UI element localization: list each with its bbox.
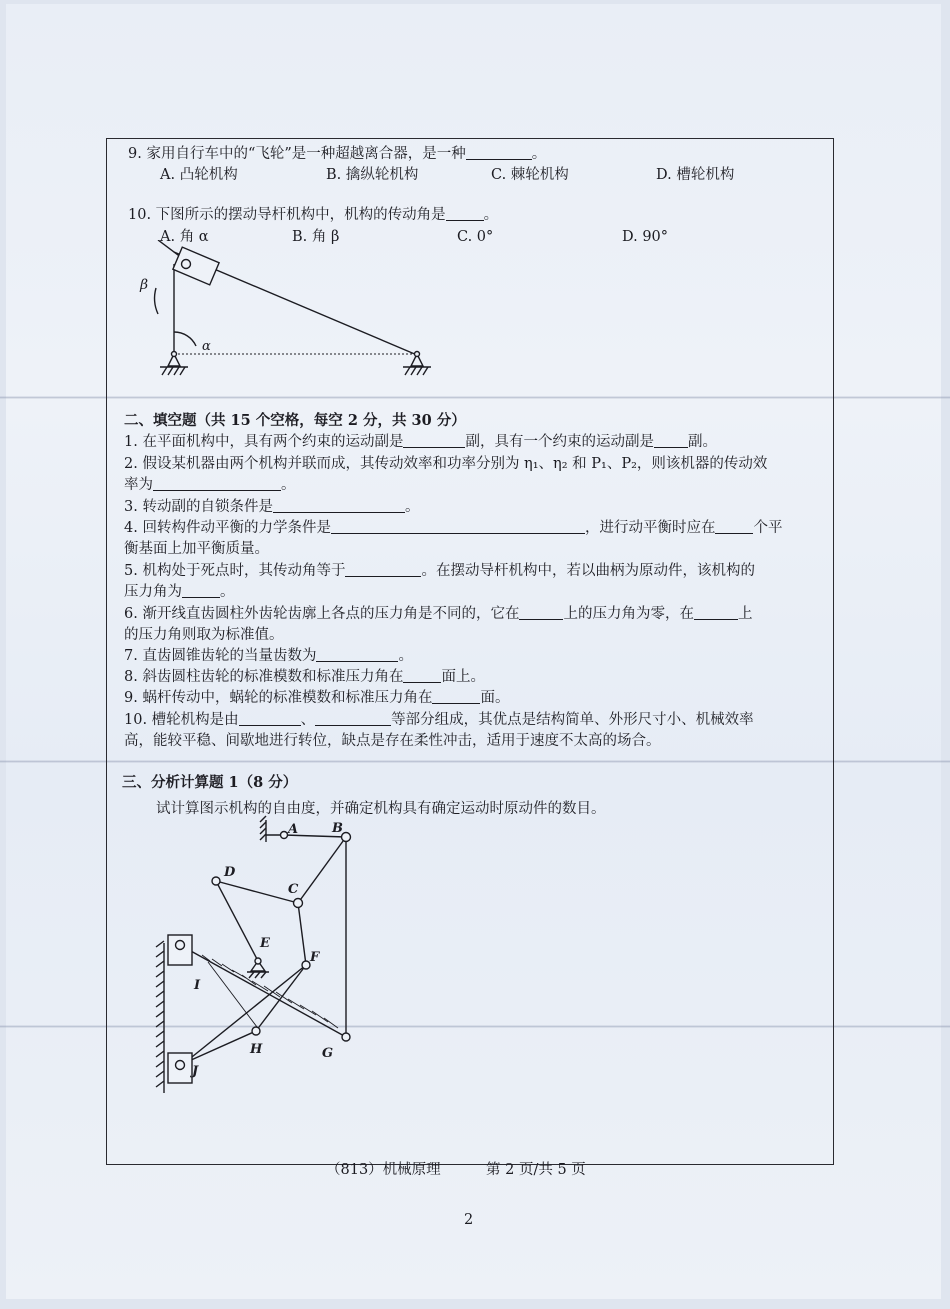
option-c: C. 棘轮机构 [491, 167, 569, 183]
page-indicator: 第 2 页/共 5 页 [486, 1162, 586, 1178]
fill-q8: 8. 斜齿圆柱齿轮的标准模数和标准压力角在 面上。 [124, 669, 485, 685]
fill-q2-line2: 率为 。 [124, 477, 296, 493]
answer-blank [182, 583, 220, 598]
answer-blank [654, 433, 688, 448]
question-10-stem: 10. 下图所示的摆动导杆机构中，机构的传动角是 [128, 207, 446, 223]
fill-q7: 7. 直齿圆锥齿轮的当量齿数为 。 [124, 648, 413, 664]
option-d: D. 槽轮机构 [656, 167, 735, 183]
joint-label: E [260, 936, 270, 951]
joint-label: C [288, 882, 299, 897]
question-9-stem: 9. 家用自行车中的“飞轮”是一种超越离合器，是一种 [128, 146, 466, 162]
joint-label: B [332, 821, 343, 836]
option-c: C. 0° [457, 229, 494, 245]
answer-blank [153, 476, 281, 491]
section-3-instruction: 试计算图示机构的自由度，并确定机构具有确定运动时原动件的数目。 [156, 801, 606, 817]
fill-q4: 4. 回转构件动平衡的力学条件是 ，进行动平衡时应在 个平 [124, 520, 783, 536]
answer-blank [315, 711, 391, 726]
guide-bar-mechanism-figure [130, 240, 440, 385]
fill-q4-line2: 衡基面上加平衡质量。 [124, 541, 269, 557]
fill-q6: 6. 渐开线直齿圆柱外齿轮齿廓上各点的压力角是不同的，它在 上的压力角为零，在 上 [124, 606, 753, 622]
course-code: （813）机械原理 [326, 1162, 441, 1178]
fill-q5: 5. 机构处于死点时，其传动角等于 。在摆动导杆机构中，若以曲柄为原动件，该机构的 [124, 563, 755, 579]
answer-blank [519, 605, 563, 620]
joint-label: I [194, 978, 201, 993]
fill-q1: 1. 在平面机构中，具有两个约束的运动副是 副，具有一个约束的运动副是 副。 [124, 434, 717, 450]
joint-label: J [192, 1064, 199, 1079]
answer-blank [403, 433, 465, 448]
answer-blank [694, 605, 738, 620]
joint-label: G [322, 1046, 334, 1061]
answer-blank [446, 206, 484, 221]
answer-blank [345, 562, 421, 577]
joint-label: D [224, 865, 236, 880]
question-9: 9. 家用自行车中的“飞轮”是一种超越离合器，是一种 。 [128, 146, 547, 162]
fill-q9: 9. 蜗杆传动中，蜗轮的标准模数和标准压力角在 面。 [124, 690, 510, 706]
answer-blank [239, 711, 301, 726]
section-2-title: 二、填空题（共 15 个空格，每空 2 分，共 30 分） [124, 412, 466, 429]
fill-q3: 3. 转动副的自锁条件是 。 [124, 499, 420, 515]
option-a: A. 角 α [160, 229, 209, 245]
linkage-mechanism-figure [150, 815, 390, 1100]
option-a: A. 凸轮机构 [160, 167, 238, 183]
joint-label: F [310, 950, 320, 965]
answer-blank [331, 519, 585, 534]
joint-label: A [288, 822, 299, 837]
section-3-title: 三、分析计算题 1（8 分） [122, 774, 298, 791]
joint-label: H [250, 1042, 263, 1057]
answer-blank [273, 498, 405, 513]
fill-q10: 10. 槽轮机构是由 、 等部分组成，其优点是结构简单、外形尺寸小、机械效率 [124, 712, 754, 728]
answer-blank [466, 145, 532, 160]
question-10: 10. 下图所示的摆动导杆机构中，机构的传动角是 。 [128, 207, 499, 223]
option-b: B. 擒纵轮机构 [326, 167, 419, 183]
fill-q2: 2. 假设某机器由两个机构并联而成，其传动效率和功率分别为 η₁、η₂ 和 P₁、P₂，则该机器的传动效 [124, 456, 768, 472]
option-b: B. 角 β [292, 229, 340, 245]
option-d: D. 90° [622, 229, 669, 245]
alpha-label: α [202, 339, 211, 354]
beta-label: β [140, 277, 149, 293]
page-number: 2 [464, 1212, 474, 1228]
fill-q6-line2: 的压力角则取为标准值。 [124, 627, 284, 643]
fill-q10-line2: 高，能较平稳、间歇地进行转位，缺点是存在柔性冲击，适用于速度不太高的场合。 [124, 733, 661, 749]
answer-blank [432, 689, 480, 704]
answer-blank [316, 647, 398, 662]
fill-q5-line2: 压力角为 。 [124, 584, 235, 600]
answer-blank [403, 668, 441, 683]
answer-blank [715, 519, 753, 534]
